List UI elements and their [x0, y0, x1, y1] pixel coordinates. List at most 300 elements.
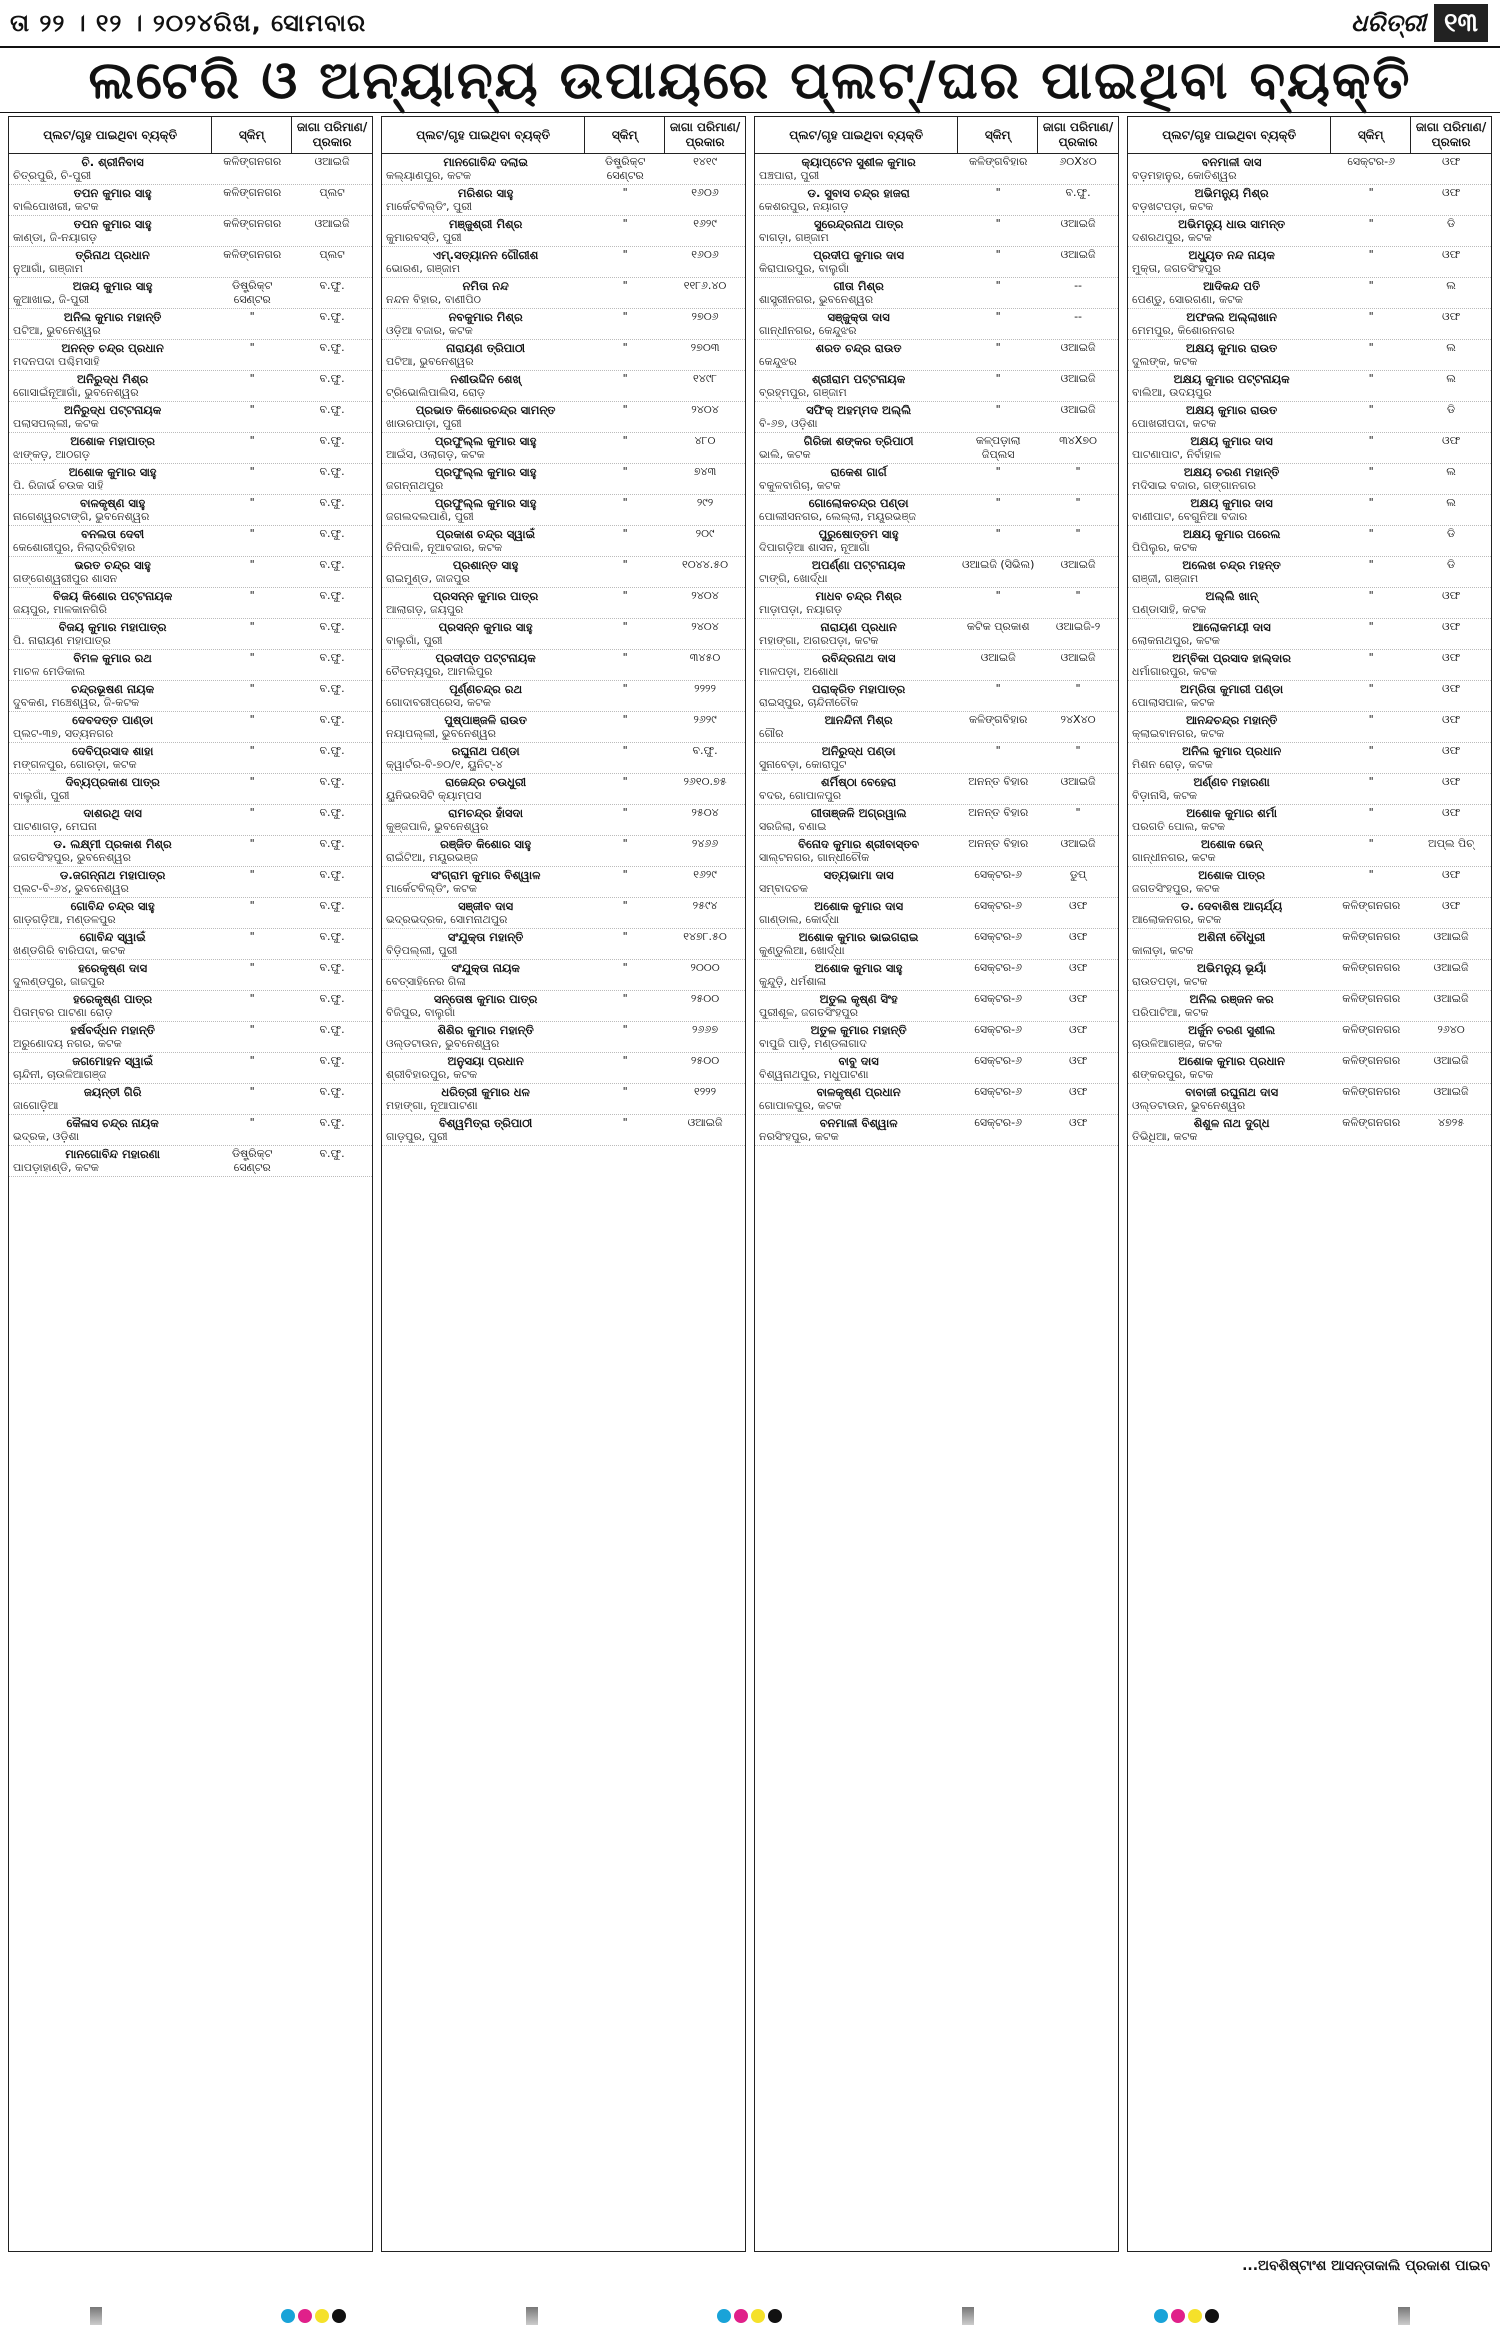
allottee-name: ଶିଶିର କୁମାର ମହାନ୍ତି — [437, 1023, 534, 1037]
list-item — [1128, 898, 1491, 929]
scheme-cell: ଡିଷ୍ଟ୍ରିକ୍ଟ ସେଣ୍ଟର — [232, 279, 273, 306]
list-item — [382, 1053, 745, 1084]
size-cell: ଓଫ — [1441, 186, 1461, 199]
size-cell: ୧୬୨୯ — [693, 868, 717, 881]
allottee-name: ଅନିଲ ରଞ୍ଜନ କର — [1189, 992, 1274, 1006]
allottee-address: ବଡ଼ମହାନୁର, କୋତିଶ୍ୱର — [1132, 169, 1237, 182]
allottee-address: ବିଜିପୁର, ବାଲୁଗାଁ — [386, 1006, 456, 1019]
list-item — [382, 433, 745, 464]
allottee-address: ବଡ଼ଖଟପଡ଼ା, କଟକ — [1132, 200, 1214, 213]
scheme-cell: " — [995, 217, 1001, 230]
list-item — [382, 898, 745, 929]
size-cell: ବ.ଫୁ. — [319, 744, 345, 757]
size-cell: ଓଆଇଜି — [1433, 1085, 1469, 1098]
allottee-address: ମାଚଳ ମେଡିକାଲ — [13, 665, 86, 678]
allottee-name: ରଘୁନାଥ ପଣ୍ଡା — [451, 744, 520, 758]
allottee-name: ଅର୍ଣ୍ଣବ ମହାରଣା — [1193, 775, 1270, 789]
list-item — [382, 371, 745, 402]
allottee-address: ବାପୁଜି ପାଡ଼ି, ମଣ୍ଡଳାଗାଦ — [759, 1037, 867, 1050]
allottee-address: କେଶରପୁର, ନୟାଗଡ଼ — [759, 200, 849, 213]
allottee-address: ଦୁଲଙ୍କ, କଟକ — [1132, 355, 1198, 368]
allottee-name: ଅଶୋକ କୁମାର ପ୍ରଧାନ — [1178, 1054, 1285, 1068]
size-cell: ଡୁପ୍ — [1069, 868, 1087, 881]
size-cell: ଓଫ — [1068, 930, 1088, 943]
size-cell: ଓଆଇଜି — [1060, 372, 1096, 385]
list-item — [9, 247, 372, 278]
size-cell: ଡି — [1446, 403, 1456, 416]
allottee-name: ଶିଶୁଳ ନାଥ ଦୁଗ୍ଧ — [1193, 1116, 1270, 1130]
allottee-address: ଧର୍ମାଗାରପୁର, କଟକ — [1132, 665, 1217, 678]
allottee-address: ଟାଙ୍ଗି, ଖୋର୍ଦ୍ଧା — [759, 572, 828, 585]
size-cell: ବ.ଫୁ. — [319, 1116, 345, 1129]
scheme-cell: " — [622, 310, 628, 323]
allottee-address: ବାଲିଆ, ଉଦୟପୁର — [1132, 386, 1212, 399]
allottee-address: ପ୍ଲଟ-ବି-୬୪, ଭୁବନେଶ୍ୱର — [13, 882, 129, 895]
list-item — [9, 309, 372, 340]
allottee-address: ଗାଡ଼ଗଡ଼ିଆ, ମଣ୍ଡଳପୁର — [13, 913, 116, 926]
size-cell: ୩୪୫୦ — [689, 651, 721, 664]
cmyk-dots — [1154, 2309, 1219, 2323]
list-item — [1128, 185, 1491, 216]
list-item — [1128, 340, 1491, 371]
size-cell: ବ.ଫୁ. — [319, 558, 345, 571]
scheme-cell: " — [995, 496, 1001, 509]
allottee-name: ସଂଗ୍ରାମ କୁମାର ବିଶ୍ୱାଳ — [430, 868, 541, 882]
size-cell: ଓଆଇଜି — [1060, 248, 1096, 261]
size-cell: ୨୭୦୩ — [690, 341, 720, 354]
allottee-name: ମଞ୍ଜୁଶ୍ରୀ ମିଶ୍ର — [448, 217, 523, 231]
allottee-address: କୁଣ୍ଡୁଲିଆ, ଖୋର୍ଦ୍ଧା — [759, 944, 845, 957]
scheme-cell: " — [249, 961, 255, 974]
size-cell: ଓଫ — [1068, 1116, 1088, 1129]
allottee-name: ତପନ କୁମାର ସାହୁ — [73, 186, 152, 200]
allottee-address: ଦୁଲଣ୍ଡପୁର, ଜାଜପୁର — [13, 975, 105, 988]
column-header — [1128, 117, 1491, 154]
allottee-name: ଦେବିପ୍ରସାଦ ଶାହା — [71, 744, 154, 758]
list-item — [382, 1115, 745, 1146]
list-item — [755, 371, 1118, 402]
allottee-address: ସୁନାବେଡ଼ା, କୋରାପୁଟ — [759, 758, 847, 771]
scheme-cell: " — [249, 899, 255, 912]
size-cell: ବ.ଫୁ. — [319, 465, 345, 478]
size-cell: ବ.ଫୁ. — [319, 434, 345, 447]
scheme-cell: କଳିଙ୍ଗନଗର — [1342, 1054, 1401, 1067]
scheme-cell: " — [249, 775, 255, 788]
size-cell: ଓଆଇଜି — [314, 155, 350, 168]
allottee-address: ରାଇମୁଣ୍ଡ, ଜାଜପୁର — [386, 572, 470, 585]
allottee-address: କୁନ୍ଦୁଡ଼ି, ଧର୍ମଶାଳା — [759, 975, 827, 988]
allottee-name: ଗୋବିନ୍ଦ ଚନ୍ଦ୍ର ସାହୁ — [70, 899, 155, 913]
allottee-name: ଜଗମୋହନ ସ୍ୱାଇଁ — [72, 1054, 154, 1068]
size-cell: ୧୧୮୬.୪୦ — [683, 279, 727, 292]
allottee-name: ବନମାଳୀ ଦାସ — [1201, 155, 1262, 169]
list-item — [1128, 991, 1491, 1022]
allottee-address: ବାଗଡ଼ା, ଗଞ୍ଜାମ — [759, 231, 829, 244]
scheme-cell: କଳିଙ୍ଗନଗର — [1342, 1023, 1401, 1036]
allottee-address: ପି. ରିଜାର୍ଭ ଚଉକ ସାହି — [13, 479, 104, 492]
size-cell: ୧୬୦୬ — [691, 248, 719, 261]
list-item — [382, 588, 745, 619]
scheme-cell: " — [995, 465, 1001, 478]
allottee-address: ଟ୍ରିଭୋଲିପାଲିସ, ରୋଡ଼ — [386, 386, 486, 399]
scheme-cell: " — [249, 372, 255, 385]
size-cell: ବ.ଫୁ. — [319, 589, 345, 602]
list-item — [1128, 867, 1491, 898]
size-cell: ବ.ଫୁ. — [319, 403, 345, 416]
allottee-address: ମାର୍କେଟବିଲ୍ଡିଂ, କଟକ — [386, 882, 477, 895]
allottee-address: ଜଗତସିଂହପୁର, କଟକ — [1132, 882, 1220, 895]
size-cell: ୧୪୭୮.୫୦ — [683, 930, 727, 943]
list-item — [382, 1084, 745, 1115]
scheme-cell: " — [622, 806, 628, 819]
scheme-cell: " — [1368, 434, 1374, 447]
scheme-cell: " — [1368, 310, 1374, 323]
size-cell: ୨୫୦୦ — [690, 1054, 720, 1067]
scheme-cell: " — [995, 186, 1001, 199]
size-cell: ୨୬୧୦.୭୫ — [683, 775, 727, 788]
list-item — [1128, 774, 1491, 805]
list-item — [9, 526, 372, 557]
header-scheme: ସ୍କିମ୍ — [212, 117, 292, 153]
allottee-name: ଅନିଲ କୁମାର ମହାନ୍ତି — [63, 310, 162, 324]
allottee-address: କାଳାଡ଼ା, କଟକ — [1132, 944, 1194, 957]
size-cell: ୩୪X୭୦ — [1059, 434, 1098, 447]
scheme-cell: " — [1368, 341, 1374, 354]
list-item — [1128, 650, 1491, 681]
allottee-address: କାଣ୍ଡା, ଜି-ନୟାଗଡ଼ — [13, 231, 97, 244]
scheme-cell: " — [995, 372, 1001, 385]
allottee-address: ମଦିସାଇ ବଜାର, ଗଙ୍ଗାନଗର — [1132, 479, 1256, 492]
allottee-name: ଅଶୋକ କୁମାର ଭାଇଗରାଇ — [798, 930, 919, 944]
date-line: ତା ୨୨ । ୧୨ । ୨୦୨୪ରିଖ, ସୋମବାର — [10, 9, 367, 37]
allottee-name: ପ୍ରଦୀପ୍ତ ପଟ୍ଟନାୟକ — [435, 651, 536, 665]
size-cell: ଓଆଇଜି — [1060, 558, 1096, 571]
size-cell: ୭୪୩ — [693, 465, 717, 478]
allottee-name: ଅଶୋକ କୁମାର ସାହୁ — [68, 465, 157, 479]
list-item — [382, 340, 745, 371]
size-cell: ବ.ଫୁ. — [319, 620, 345, 633]
scheme-cell: ଡିଷ୍ଟ୍ରିକ୍ଟ ସେଣ୍ଟର — [605, 155, 646, 182]
listing-column — [1127, 116, 1492, 2252]
list-item — [755, 340, 1118, 371]
allottee-address: ନାଗେଶ୍ୱରଟାଙ୍ଗି, ଭୁବନେଶ୍ୱର — [13, 510, 150, 523]
list-item — [382, 774, 745, 805]
allottee-address: ଜଗନ୍ନାଥପୁର — [386, 479, 444, 492]
list-item — [1128, 247, 1491, 278]
allottee-name: ଅଧ୍ୟୁତ ନନ୍ଦ ନାୟକ — [1188, 248, 1275, 262]
allottee-address: ବ୍ରହ୍ମପୁର, ଗଞ୍ଜାମ — [759, 386, 847, 399]
scheme-cell: କଳିଙ୍ଗବିହାର — [969, 155, 1028, 168]
allottee-address: ଗୌର — [759, 727, 784, 740]
listing-column — [754, 116, 1119, 2252]
size-cell: ବ.ଫୁ. — [319, 806, 345, 819]
allottee-name: ଶର୍ମିଷ୍ଠା ବେହେରା — [821, 775, 897, 789]
size-cell: ଓଫ — [1441, 775, 1461, 788]
list-item — [9, 433, 372, 464]
size-cell: ୨୬୨୯ — [693, 713, 717, 726]
size-cell: ବ.ଫୁ. — [319, 372, 345, 385]
list-item — [9, 1084, 372, 1115]
scheme-cell: " — [622, 651, 628, 664]
allottee-name: ସନ୍ତୋଷ କୁମାର ପାତ୍ର — [433, 992, 538, 1006]
scheme-cell: " — [249, 651, 255, 664]
allottee-address: ଗୋସାଇଁନୂଆଗାଁ, ଭୁବନେଶ୍ୱର — [13, 386, 139, 399]
scheme-cell: " — [249, 682, 255, 695]
list-item — [9, 340, 372, 371]
list-item — [382, 805, 745, 836]
size-cell: ୨୯୨ — [696, 496, 714, 509]
allottee-name: ଡ. ଦେବାଶିଷ ଆଚାର୍ଯ୍ୟ — [1181, 899, 1283, 913]
allottee-address: ମୁକ୍ତା, ଜଗତସିଂହପୁର — [1132, 262, 1221, 275]
list-item — [9, 619, 372, 650]
scheme-cell: " — [249, 868, 255, 881]
list-item — [9, 557, 372, 588]
list-item — [9, 712, 372, 743]
allottee-name: ଅଭିମନ୍ୟୁ ମିଶ୍ର — [1194, 186, 1269, 200]
list-item — [382, 929, 745, 960]
allottee-name: ଅଭିମନ୍ୟୁ ଧାଉ ସାମନ୍ତ — [1178, 217, 1286, 231]
page-header — [0, 0, 1500, 48]
scheme-cell: " — [622, 775, 628, 788]
list-item — [382, 526, 745, 557]
list-item — [9, 371, 372, 402]
allottee-address: ଭୋରଣ, ଗଞ୍ଜାମ — [386, 262, 460, 275]
allottee-address: ରାଉତପଡ଼ା, କଟକ — [1132, 975, 1208, 988]
header-name: ପ୍ଲଟ/ଗୃହ ପାଇଥିବା ବ୍ୟକ୍ତି — [1128, 117, 1331, 153]
scheme-cell: " — [622, 465, 628, 478]
list-item — [9, 898, 372, 929]
size-cell: ଓଆଇଜି — [1060, 403, 1096, 416]
scheme-cell: " — [249, 527, 255, 540]
size-cell: ବ.ଫୁ. — [319, 682, 345, 695]
allottee-address: ତିନିପାଳି, ନୂଆବଜାର, କଟକ — [386, 541, 503, 554]
scheme-cell: " — [249, 1023, 255, 1036]
allottee-address: ବକୁଳବାଗିଚା, କଟକ — [759, 479, 841, 492]
allottee-address: ବିଡ଼ାନାସି, କଟକ — [1132, 789, 1198, 802]
scheme-cell: ସେକ୍ଟର-୬ — [974, 1023, 1023, 1036]
allottee-address: ମିଶନ ରୋଡ଼, କଟକ — [1132, 758, 1213, 771]
allottee-address: ପୁରୀଶୂଳ, ଜଗତସିଂହପୁର — [759, 1006, 858, 1019]
scheme-cell: " — [1368, 744, 1374, 757]
size-cell: ବ.ଫୁ. — [319, 992, 345, 1005]
allottee-name: ମାନଗୋବିନ୍ଦ ଦଲାଇ — [443, 155, 528, 169]
list-item — [755, 309, 1118, 340]
list-item — [755, 526, 1118, 557]
allottee-name: ପ୍ରଫୁଲ୍ଲ କୁମାର ସାହୁ — [434, 496, 537, 510]
size-cell: " — [1075, 465, 1081, 478]
allottee-name: ବାବାଜୀ ରଘୁନାଥ ଦାସ — [1185, 1085, 1279, 1099]
listing-column — [381, 116, 746, 2252]
scheme-cell: ଓଆଇଜି (ସିଭିଲ) — [961, 558, 1035, 571]
allottee-name: କୈଳାସ ଚନ୍ଦ୍ର ନାୟକ — [66, 1116, 159, 1130]
allottee-name: ରାମଚନ୍ଦ୍ର ହାଁସଦା — [448, 806, 523, 820]
header-scheme: ସ୍କିମ୍ — [1331, 117, 1411, 153]
allottee-address: ସମ୍ବାଦଚକ — [759, 882, 808, 895]
allottee-name: ବିମଳ କୁମାର ରଥ — [73, 651, 152, 665]
registration-mark — [526, 2307, 538, 2325]
size-cell: " — [1075, 589, 1081, 602]
size-cell: ୧୦୪୪.୫୦ — [681, 558, 729, 571]
size-cell: ୪୭୨୫ — [1437, 1116, 1465, 1129]
list-item — [9, 867, 372, 898]
scheme-cell: ଡିଷ୍ଟ୍ରିକ୍ଟ ସେଣ୍ଟର — [232, 1147, 273, 1174]
allottee-address: କୁମାରବସ୍ତି, ପୁରୀ — [386, 231, 462, 244]
list-item — [382, 712, 745, 743]
scheme-cell: " — [622, 372, 628, 385]
allottee-name: ଚନ୍ଦ୍ରଭୂଷଣ ନାୟକ — [71, 682, 155, 696]
allottee-name: ବାବୁ ଦାସ — [838, 1054, 879, 1068]
list-item — [382, 247, 745, 278]
size-cell: ଓଆଇଜି — [1433, 992, 1469, 1005]
allottee-address: ଶାସ୍ତ୍ରୀନଗର, ଭୁବନେଶ୍ୱର — [759, 293, 874, 306]
allottee-address: ୟୁନିଭରସିଟି କ୍ୟାମ୍ପସ — [386, 789, 482, 802]
allottee-name: ଅଶିନୀ ଚୌଧୁରୀ — [1197, 930, 1266, 944]
allottee-name: ଅର୍ଜୁନ ଚରଣ ସୁଶୀଲ — [1188, 1023, 1276, 1037]
allottee-address: ବାଣୀପାଟ, ବେଗୁନିଆ ବଜାର — [1132, 510, 1248, 523]
scheme-cell: " — [622, 341, 628, 354]
list-item — [382, 464, 745, 495]
list-item — [382, 867, 745, 898]
allottee-name: ଚି. ଶ୍ରୀନିବାସ — [81, 155, 144, 169]
list-item — [755, 247, 1118, 278]
scheme-cell: ସେକ୍ଟର-୬ — [974, 899, 1023, 912]
allottee-address: ରାଇସ୍‌ପୁର, ଚାନ୍ଦିନୀଚୌକ — [759, 696, 859, 709]
allottee-address: ରାଞ୍ଜୀ, ଗଞ୍ଜାମ — [1132, 572, 1199, 585]
allottee-address: ମହାଙ୍ଗା, ଅଗରପଡ଼ା, କଟକ — [759, 634, 879, 647]
list-item — [1128, 712, 1491, 743]
list-item — [9, 991, 372, 1022]
list-item — [1128, 619, 1491, 650]
allottee-address: ପରଗତି ପୋଲ, କଟକ — [1132, 820, 1226, 833]
scheme-cell: " — [622, 1085, 628, 1098]
allottee-name: ଅକ୍ଷୟ କୁମାର ଦାସ — [1190, 434, 1273, 448]
size-cell: ଲ — [1446, 496, 1456, 509]
allottee-name: ପୂର୍ଣ୍ଣଚନ୍ଦ୍ର ରଥ — [449, 682, 523, 696]
allottee-address: ପଲାସପଲ୍ଲୀ, କଟକ — [13, 417, 99, 430]
allottee-name: ବନଲତା ଦେବୀ — [81, 527, 145, 541]
scheme-cell: କଳିଙ୍ଗନଗର — [223, 217, 282, 230]
size-cell: ଓଫ — [1441, 155, 1461, 168]
allottee-address: ଦିପାଗଡ଼ିଆ ଶାସନ, ନୂଆଗାଁ — [759, 541, 870, 554]
allottee-name: ଅକ୍ଷୟ କୁମାର ପରେଲ — [1182, 527, 1281, 541]
scheme-cell: କଳ୍ପଡ଼ାଲା ଜିପ୍ଲସ — [975, 434, 1021, 461]
list-item — [755, 1053, 1118, 1084]
allottee-address: ଗାଡ଼ପୁର, ପୁରୀ — [386, 1130, 448, 1143]
allottee-name: ନଶୀଉଦ୍ଦିନ ଶେଖ୍ — [450, 372, 522, 386]
size-cell: ଓଆଇଜି — [1433, 930, 1469, 943]
size-cell: ୨୫୦୪ — [691, 806, 719, 819]
scheme-cell: " — [995, 682, 1001, 695]
size-cell: -- — [1074, 310, 1083, 323]
allottee-address: ଆଇଁସ, ଓଲାଗଡ଼, କଟକ — [386, 448, 485, 461]
size-cell: " — [1075, 527, 1081, 540]
scheme-cell: " — [995, 403, 1001, 416]
size-cell: ଓଫ — [1068, 1054, 1088, 1067]
scheme-cell: ସେକ୍ଟର-୬ — [974, 1085, 1023, 1098]
size-cell: ଡି — [1446, 558, 1456, 571]
scheme-cell: " — [1368, 713, 1374, 726]
size-cell: ଓଆଇଜି — [1433, 1054, 1469, 1067]
size-cell: -- — [1074, 279, 1083, 292]
allottee-address: ରାଇଁଟିଆ, ମୟୂରଭଞ୍ଜ — [386, 851, 478, 864]
allottee-name: ପ୍ରଫୁଲ୍ଲ କୁମାର ସାହୁ — [434, 434, 537, 448]
allottee-name: ସଫିକ୍ ଅହମ୍ମଦ ଅଲ୍ଲି — [806, 403, 912, 417]
size-cell: ଓଫ — [1441, 248, 1461, 261]
size-cell: ଓଆଇଜି — [1060, 775, 1096, 788]
size-cell: ବ.ଫୁ. — [319, 1085, 345, 1098]
allottee-name: ଅକ୍ଷୟ କୁମାର ପଟ୍ଟନାୟକ — [1173, 372, 1290, 386]
allottee-name: ଅନିରୁଦ୍ଧ ମିଶ୍ର — [76, 372, 149, 386]
size-cell: ବ.ଫୁ. — [319, 651, 345, 664]
list-item — [755, 216, 1118, 247]
list-item — [9, 216, 372, 247]
size-cell: " — [1075, 682, 1081, 695]
allottee-address: କ୍ଲାଇବାନଗର, କଟକ — [1132, 727, 1225, 740]
size-cell: ବ.ଫୁ. — [319, 837, 345, 850]
scheme-cell: " — [249, 403, 255, 416]
allottee-name: ଭରତ ଚନ୍ଦ୍ର ସାହୁ — [74, 558, 151, 572]
scheme-cell: " — [1368, 496, 1374, 509]
allottee-name: ପୁଷ୍ପାଞ୍ଜଳି ରାଉତ — [444, 713, 527, 727]
allottee-address: ଚାନ୍ଦିନୀ, ଚାଉଳିଆଗଞ୍ଜ — [13, 1068, 107, 1081]
list-item — [9, 464, 372, 495]
allottee-address: ମହାଙ୍ଗା, ନୂଆପାଟଣା — [386, 1099, 478, 1112]
scheme-cell: " — [1368, 868, 1374, 881]
size-cell: ୨୦୯ — [695, 527, 715, 540]
allottee-name: ଗୀତାଞ୍ଜଳି ଅଗ୍ରୱାଲ — [810, 806, 907, 820]
header-name: ପ୍ଲଟ/ଗୃହ ପାଇଥିବା ବ୍ୟକ୍ତି — [9, 117, 212, 153]
scheme-cell: " — [622, 589, 628, 602]
allottee-name: ହର୍ଷବର୍ଦ୍ଧନ ମହାନ୍ତି — [70, 1023, 155, 1037]
list-item — [382, 1022, 745, 1053]
scheme-cell: କଳିଙ୍ଗନଗର — [1342, 1085, 1401, 1098]
allottee-address: ଖଣ୍ଡଗିରି ବାରିପଦା, କଟକ — [13, 944, 126, 957]
allottee-address: ଗଙ୍ଗେଶ୍ୱରୀପୁର ଶାସନ — [13, 572, 118, 585]
scheme-cell: " — [1368, 558, 1374, 571]
scheme-cell: " — [249, 558, 255, 571]
scheme-cell: " — [1368, 248, 1374, 261]
allottee-address: ପି. ନାରାୟଣ ମହାପାତ୍ର — [13, 634, 111, 647]
scheme-cell: କଳିଙ୍ଗନଗର — [1342, 992, 1401, 1005]
list-item — [1128, 743, 1491, 774]
allottee-address: ଆଲାଗଡ଼, ଜୟପୁର — [386, 603, 464, 616]
scheme-cell: " — [622, 1023, 628, 1036]
allottee-address: ଭାଲି, କଟକ — [759, 448, 811, 461]
allottee-address: ଖାଉରପାଡ଼ା, ପୁରୀ — [386, 417, 462, 430]
size-cell: ଓଫ — [1441, 682, 1461, 695]
size-cell: ୨୦୦୦ — [690, 961, 720, 974]
size-cell: ୧୬୦୬ — [691, 186, 719, 199]
list-item — [755, 681, 1118, 712]
allottee-address: ପିତାମ୍ବର ପାଟଣା ରୋଡ଼ — [13, 1006, 113, 1019]
scheme-cell: " — [622, 496, 628, 509]
allottee-name: ବାଳକୃଷ୍ଣ ପ୍ରଧାନ — [816, 1085, 901, 1099]
allottee-address: ପଣ୍ଡାସାହି, କଟକ — [1132, 603, 1207, 616]
scheme-cell: " — [622, 620, 628, 633]
scheme-cell: " — [249, 806, 255, 819]
list-item — [1128, 929, 1491, 960]
scheme-cell: " — [1368, 186, 1374, 199]
scheme-cell: " — [249, 837, 255, 850]
list-item — [755, 960, 1118, 991]
allottee-address: କୁଆଖାଇ, ଜି-ପୁରୀ — [13, 293, 90, 306]
size-cell: ଓଆଇଜି — [314, 217, 350, 230]
size-cell: ୧୨୨୨ — [693, 1085, 717, 1098]
allottee-name: ଗୀତା ମିଶ୍ର — [833, 279, 884, 293]
size-cell: ବ.ଫୁ. — [319, 868, 345, 881]
size-cell: ଓଆଇଜି — [1060, 341, 1096, 354]
list-item — [9, 1115, 372, 1146]
